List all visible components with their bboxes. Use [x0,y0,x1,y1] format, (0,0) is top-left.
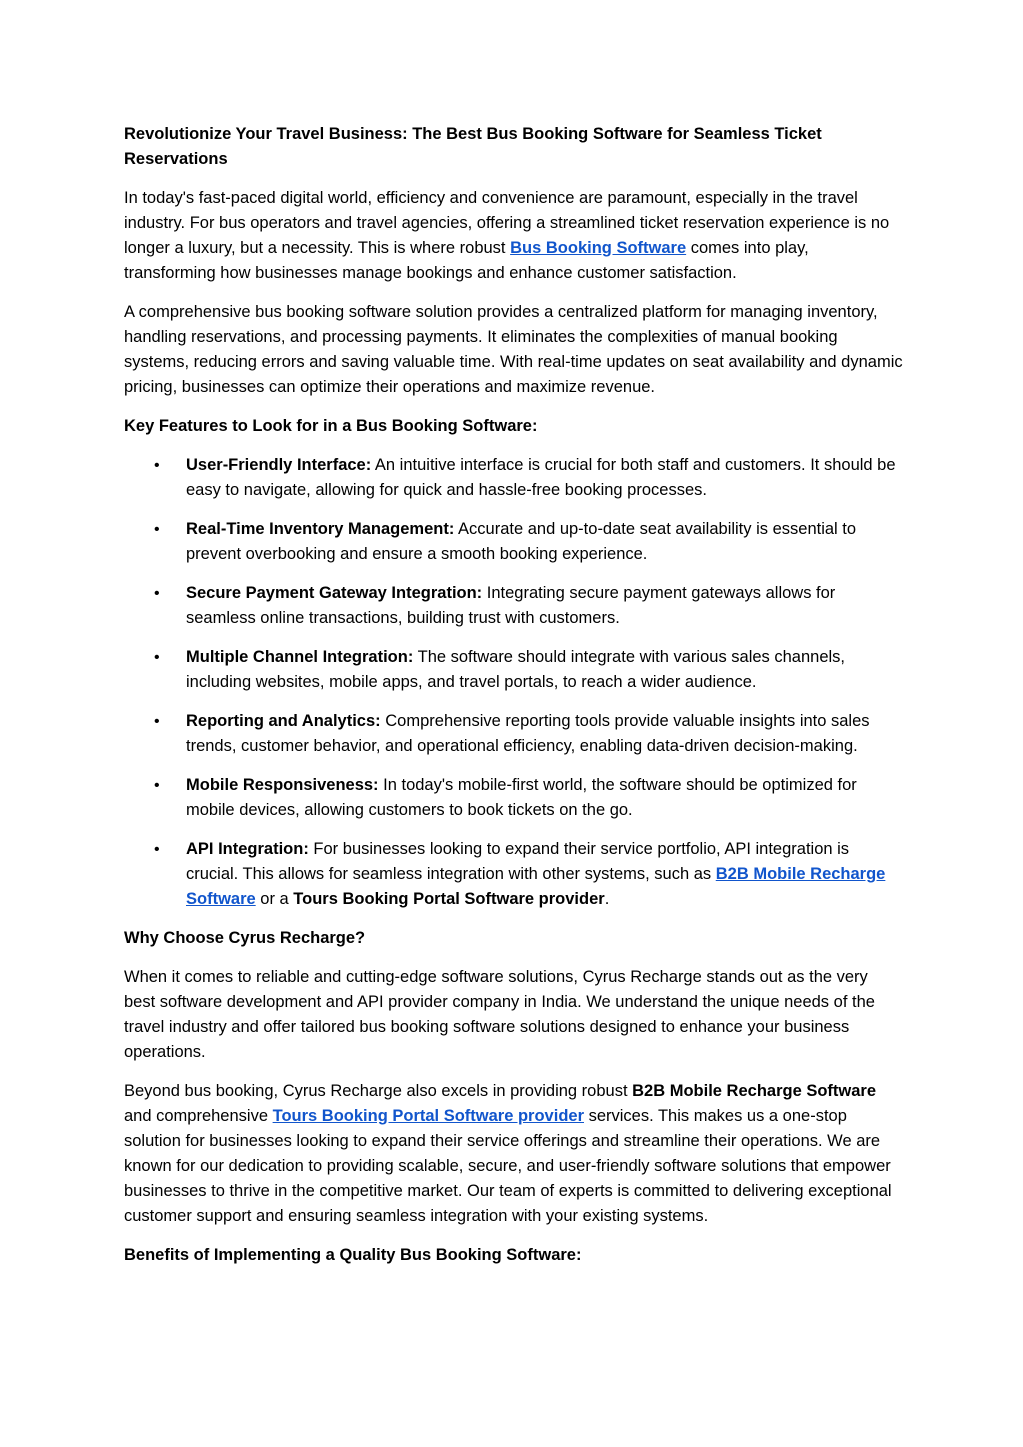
feature-label: Real-Time Inventory Management: [186,520,455,538]
features-list [124,453,903,912]
feature-text: Integrating secure payment gateways allows for seamless online transactions, building trust with customers. [186,584,836,627]
feature-text-end: . [604,890,610,908]
bus-booking-software-link[interactable]: Bus Booking Software [510,239,687,257]
document-title: Revolutionize Your Travel Business: The Best Bus Booking Software for Seamless Ticket Reservations [124,125,822,168]
list-item [124,517,903,567]
intro-text-after: comes into play, transforming how businesses manage bookings and enhance customer satisfaction. [124,239,809,282]
feature-text: In today's mobile-first world, the software should be optimized for mobile devices, allowing customers to book tickets on the go. [186,776,857,819]
intro-text-before: In today's fast-paced digital world, efficiency and convenience are paramount, especially in the travel industry. For bus operators and travel agencies, offering a streamlined ticket reservation experience is no longer a luxury, but a necessity. This is where robust [124,189,890,257]
beyond-paragraph [124,1079,903,1229]
feature-text: Accurate and up-to-date seat availability is essential to prevent overbooking and ensure a smooth booking experience. [186,520,857,563]
tours-portal-bold-text: Tours Booking Portal Software provider [293,890,605,908]
features-heading: Key Features to Look for in a Bus Booking Software: [124,417,538,435]
bullet-icon: • [154,457,160,474]
bullet-icon: • [154,585,160,602]
bullet-icon: • [154,841,160,858]
list-item [124,453,903,503]
why-paragraph: When it comes to reliable and cutting-edge software solutions, Cyrus Recharge stands out as the very best software development and API provider company in India. We understand the unique needs of the travel industry and offer tailored bus booking software solutions designed to enhance your business operations. [124,968,875,1061]
list-item [124,709,903,759]
beyond-text-before: Beyond bus booking, Cyrus Recharge also excels in providing robust [124,1082,633,1100]
beyond-text-mid: and comprehensive [124,1107,273,1125]
list-item [124,581,903,631]
tours-booking-portal-link[interactable]: Tours Booking Portal Software provider [272,1107,584,1125]
overview-paragraph: A comprehensive bus booking software solution provides a centralized platform for managing inventory, handling reservations, and processing payments. It eliminates the complexities of manual booking systems, reducing errors and saving valuable time. With real-time updates on seat availability and dynamic pricing, businesses can optimize their operations and maximize revenue. [124,303,903,396]
bullet-icon: • [154,521,160,538]
benefits-heading: Benefits of Implementing a Quality Bus Booking Software: [124,1246,582,1264]
list-item [124,645,903,695]
feature-label: API Integration: [186,840,309,858]
feature-text: Comprehensive reporting tools provide valuable insights into sales trends, customer behavior, and operational efficiency, enabling data-driven decision-making. [186,712,870,755]
feature-label: Mobile Responsiveness: [186,776,379,794]
feature-label: User-Friendly Interface: [186,456,372,474]
feature-text-mid: or a [255,890,294,908]
b2b-bold-text: B2B Mobile Recharge Software [632,1082,877,1100]
bullet-icon: • [154,713,160,730]
feature-text: An intuitive interface is crucial for both staff and customers. It should be easy to navigate, allowing for quick and hassle-free booking processes. [186,456,896,499]
bullet-icon: • [154,777,160,794]
b2b-mobile-recharge-link[interactable]: B2B Mobile Recharge Software [186,865,886,908]
intro-paragraph [124,186,903,286]
beyond-text-after: services. This makes us a one-stop solution for businesses looking to expand their service offerings and streamline their operations. We are known for our dedication to providing scalable, secure, and user-friendly software solutions that empower businesses to thrive in the competitive market. Our team of experts is committed to delivering exceptional customer support and ensuring seamless integration with your existing systems. [124,1107,892,1225]
list-item [124,837,903,912]
feature-label: Reporting and Analytics: [186,712,381,730]
bullet-icon: • [154,649,160,666]
feature-label: Secure Payment Gateway Integration: [186,584,483,602]
feature-label: Multiple Channel Integration: [186,648,414,666]
feature-text: For businesses looking to expand their service portfolio, API integration is crucial. This allows for seamless integration with other systems, such as [186,840,850,883]
list-item [124,773,903,823]
feature-text: The software should integrate with various sales channels, including websites, mobile apps, and travel portals, to reach a wider audience. [186,648,846,691]
why-heading: Why Choose Cyrus Recharge? [124,929,366,947]
